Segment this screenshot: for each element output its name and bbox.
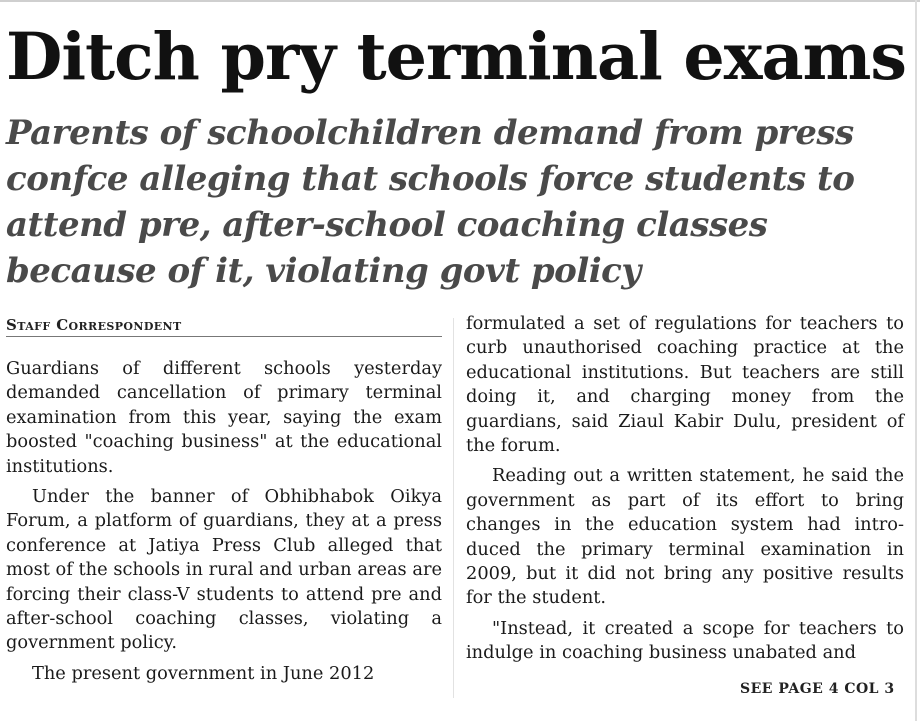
right-border xyxy=(915,0,917,721)
paragraph-3-start: The present government in June 2012 xyxy=(32,662,375,684)
byline: Staff Correspondent xyxy=(6,312,442,337)
top-border xyxy=(0,0,920,2)
left-column xyxy=(6,312,442,686)
paragraph-2: Under the banner of Obhibhabok Oikya Forum, a platform of guardians, they at a press conference at Jatiya Press Club alleged that most of the schools in rural and urban areas are forcing their class-V students to attend pre and after-school coaching classes, violating a government policy. xyxy=(6,486,442,654)
column-divider xyxy=(453,318,454,698)
paragraph-3-continued: formulated a set of regulations for teachers to curb unauthorised coaching practice at the educational institutions. But teachers are still doing it, and charging money from the guardians, said Ziaul Kabir Dulu, president of the forum. xyxy=(466,313,904,457)
headline: Ditch pry terminal exams xyxy=(6,19,907,95)
paragraph-1: Guardians of different schools yesterday demanded cancellation of primary terminal examination from this year, saying the exam boosted "coaching business" at the educational institutions. xyxy=(6,358,442,477)
paragraph-5: "Instead, it created a scope for teachers to indulge in coaching business unabated and xyxy=(466,617,904,664)
kicker-subheadline: Parents of schoolchildren demand from press confce alleging that schools force students to attend pre, after-school coaching classes because of it, violating govt policy xyxy=(6,113,855,291)
paragraph-4: Reading out a written statement, he said the government as part of its effort to bring changes in the education system had introduced the primary terminal examination in 2009, but it did not bring any positive results for the student. xyxy=(466,465,904,609)
right-column xyxy=(466,312,904,666)
continuation-jump-line[interactable]: SEE PAGE 4 COL 3 xyxy=(740,681,895,697)
